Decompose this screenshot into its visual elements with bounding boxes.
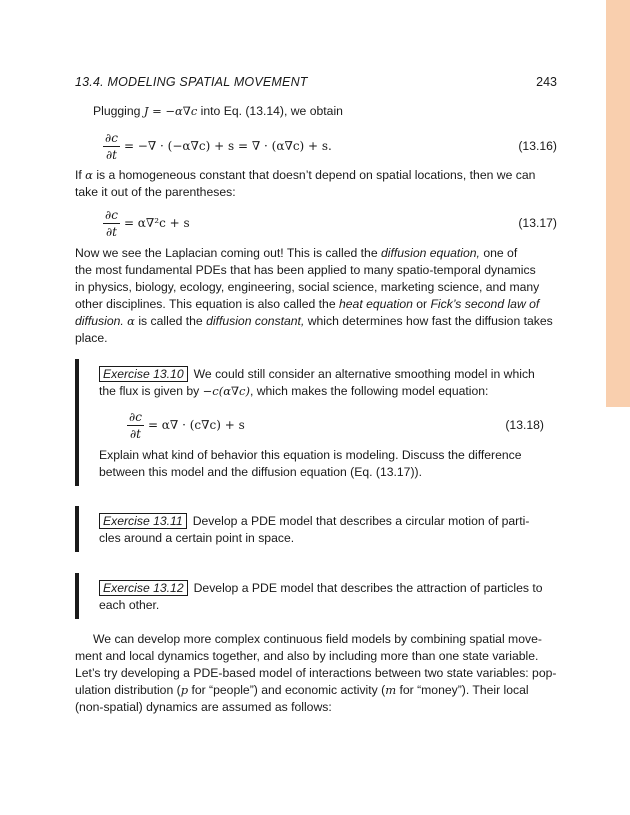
term: diffusion constant, — [206, 314, 305, 328]
fraction — [127, 410, 144, 441]
exercise-label: Exercise 13.11 — [99, 513, 187, 529]
fraction — [103, 208, 120, 239]
paragraph-diffusion — [75, 245, 557, 347]
term: diffusion. — [75, 314, 124, 328]
text: We can develop more complex continuous field models by combining spatial move- — [93, 632, 542, 646]
denominator: ∂t — [129, 426, 141, 441]
math-inline: −c(α∇c) — [202, 384, 250, 398]
term: heat equation — [339, 297, 413, 311]
text: Now we see the Laplacian coming out! This is called the — [75, 246, 381, 260]
text: the flux is given by — [99, 384, 203, 398]
text: (non-spatial) dynamics are assumed as follows: — [75, 700, 332, 714]
equation-13-16 — [75, 128, 557, 164]
equation-number: (13.17) — [518, 216, 557, 230]
text: other disciplines. This equation is also called the — [75, 297, 339, 311]
text: , which makes the following model equation: — [249, 384, 489, 398]
paragraph-plugging — [75, 103, 557, 120]
equation-rhs: = α∇ · (c∇c) + s — [147, 417, 245, 432]
term: Fick’s second law of — [430, 297, 540, 311]
text: the most fundamental PDEs that has been applied to many spatio-temporal dynamics — [75, 263, 536, 277]
text: is called the — [134, 314, 207, 328]
text: each other. — [99, 598, 160, 612]
text: Let’s try developing a PDE-based model of interactions between two state variables: pop- — [75, 666, 557, 680]
text: for “people”) and economic activity ( — [188, 683, 386, 697]
exercise-bar — [75, 506, 79, 552]
equation-13-17 — [75, 205, 557, 241]
chapter-thumb-tab — [606, 0, 630, 407]
exercise-bar — [75, 573, 79, 619]
text: for “money”). Their local — [396, 683, 529, 697]
equation-rhs: = α∇²c + s — [123, 215, 190, 230]
paragraph-homogeneous — [75, 167, 557, 201]
page-number: 243 — [536, 75, 557, 89]
text: ment and local dynamics together, and also by including more than one state variable. — [75, 649, 539, 663]
text: Develop a PDE model that describes the attraction of particles to — [193, 581, 543, 595]
numerator: ∂c — [129, 409, 142, 424]
text: Explain what kind of behavior this equation is modeling. Discuss the difference — [99, 448, 522, 462]
math-inline: α — [127, 314, 135, 328]
exercise-label: Exercise 13.10 — [99, 366, 188, 382]
exercise-13-10 — [75, 359, 557, 486]
numerator: ∂c — [105, 207, 118, 222]
fraction — [103, 131, 120, 162]
math-inline: m — [385, 683, 397, 697]
text: Develop a PDE model that describes a circular motion of parti- — [192, 514, 530, 528]
running-header — [75, 74, 557, 91]
text: take it out of the parentheses: — [75, 185, 236, 199]
equation-number: (13.16) — [518, 139, 557, 153]
text: ulation distribution ( — [75, 683, 181, 697]
paragraph-complex-models — [75, 631, 557, 716]
text: in physics, biology, ecology, engineering, social science, marketing science, and many — [75, 280, 540, 294]
math-inline: p — [180, 683, 189, 697]
text: place. — [75, 331, 108, 345]
text: We could still consider an alternative smoothing model in which — [193, 367, 535, 381]
text: cles around a certain point in space. — [99, 531, 295, 545]
exercise-label: Exercise 13.12 — [99, 580, 188, 596]
denominator: ∂t — [105, 147, 117, 162]
numerator: ∂c — [105, 130, 118, 145]
math-inline: α — [85, 168, 93, 182]
text: Plugging — [93, 104, 144, 118]
equation-rhs: = −∇ · (−α∇c) + s = ∇ · (α∇c) + s. — [123, 138, 332, 153]
running-title: 13.4. MODELING SPATIAL MOVEMENT — [75, 75, 308, 89]
denominator: ∂t — [105, 224, 117, 239]
exercise-13-11 — [75, 506, 557, 552]
math-inline: J = −α∇c — [143, 104, 198, 118]
text: which determines how fast the diffusion takes — [304, 314, 553, 328]
text: one of — [479, 246, 518, 260]
exercise-bar — [75, 359, 79, 486]
text: between this model and the diffusion equation (Eq. (13.17)). — [99, 465, 422, 479]
text: into Eq. (13.14), we obtain — [197, 104, 343, 118]
exercise-13-12 — [75, 573, 557, 619]
equation-13-18 — [99, 407, 544, 443]
equation-number: (13.18) — [505, 418, 544, 432]
text: is a homogeneous constant that doesn’t depend on spatial locations, then we can — [92, 168, 536, 182]
text: or — [412, 297, 431, 311]
term: diffusion equation, — [381, 246, 480, 260]
text: If — [75, 168, 86, 182]
